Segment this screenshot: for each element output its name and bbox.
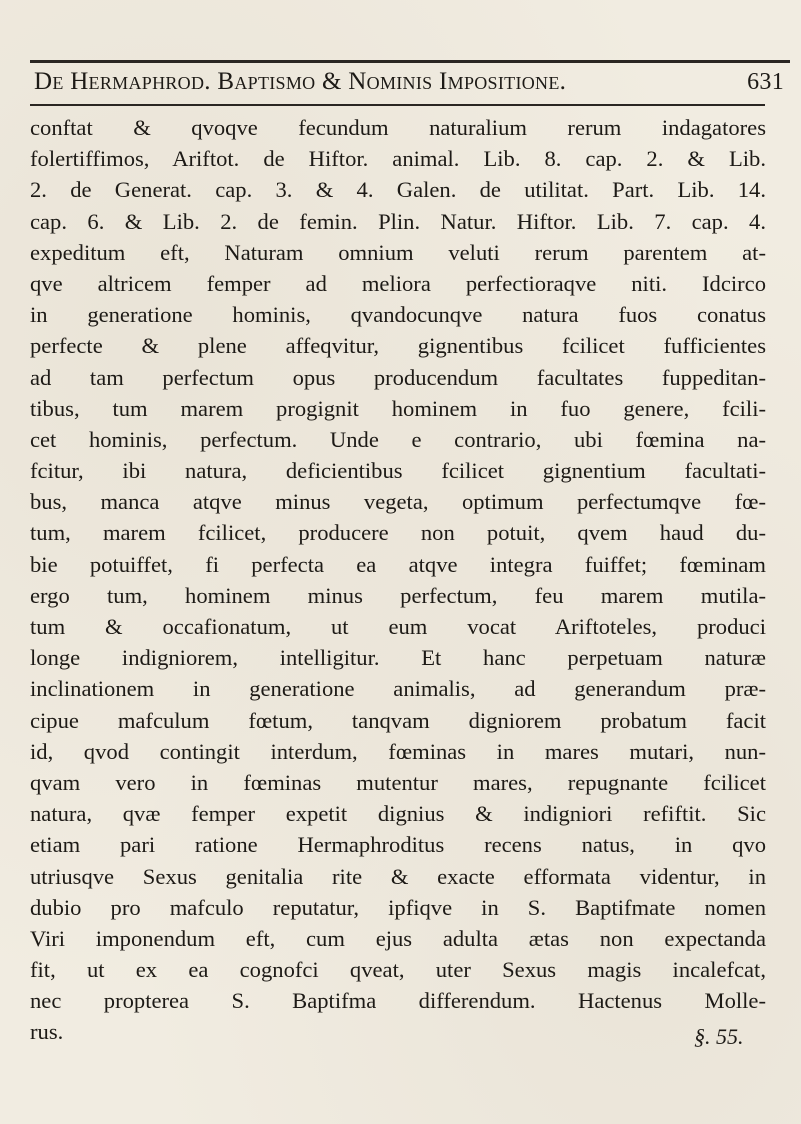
text-line: perfecte & plene affeqvitur, gignentibus fcilicet fufficientes [30, 333, 766, 359]
text-line: cet hominis, perfectum. Unde e contrario, ubi fœmina na- [30, 426, 766, 452]
text-line: Viri imponendum eft, cum ejus adulta ætas non expectanda [30, 925, 766, 951]
text-line: qve altricem femper ad meliora perfectioraqve niti. Idcirco [30, 270, 766, 296]
text-line: nec propterea S. Baptifma differendum. Hactenus Molle- [30, 988, 766, 1014]
text-line: cap. 6. & Lib. 2. de femin. Plin. Natur. Hiftor. Lib. 7. cap. 4. [30, 208, 766, 234]
text-line: 2. de Generat. cap. 3. & 4. Galen. de utilitat. Part. Lib. 14. [30, 177, 766, 203]
text-line: rus. [30, 1019, 64, 1045]
text-line: longe indigniorem, intelligitur. Et hanc perpetuam naturæ [30, 645, 766, 671]
text-line: fit, ut ex ea cognofci qveat, uter Sexus magis incalefcat, [30, 957, 766, 983]
text-line: in generatione hominis, qvandocunqve natura fuos conatus [30, 302, 766, 328]
text-line: conftat & qvoqve fecundum naturalium rerum indagatores [30, 115, 766, 140]
text-line: bie potuiffet, fi perfecta ea atqve integra fuiffet; fœminam [30, 551, 766, 577]
text-line: tum & occafionatum, ut eum vocat Ariftoteles, produci [30, 614, 766, 639]
running-head [34, 68, 784, 102]
body-text [30, 112, 766, 1048]
text-line: natura, qvæ femper expetit dignius & indigniori refiftit. Sic [30, 801, 766, 827]
text-line: ergo tum, hominem minus perfectum, feu marem mutila- [30, 582, 766, 608]
text-line: folertiffimos, Ariftot. de Hiftor. animal. Lib. 8. cap. 2. & Lib. [30, 146, 766, 172]
text-line: ad tam perfectum opus producendum facultates fuppeditan- [30, 364, 766, 390]
running-title: De Hermaphrod. Baptismo & Nominis Impositione. [34, 68, 567, 95]
header-rule [30, 104, 765, 106]
text-line: utriusqve Sexus genitalia rite & exacte efformata videntur, in [30, 863, 766, 889]
text-line: etiam pari ratione Hermaphroditus recens natus, in qvo [30, 832, 766, 858]
page-number: 631 [747, 69, 784, 95]
top-rule [30, 60, 790, 63]
text-line: dubio pro mafculo reputatur, ipfiqve in S. Baptifmate nomen [30, 894, 766, 920]
text-line: inclinationem in generatione animalis, ad generandum præ- [30, 676, 766, 702]
text-line: cipue mafculum fœtum, tanqvam digniorem probatum facit [30, 707, 766, 733]
text-line: tibus, tum marem progignit hominem in fuo genere, fcili- [30, 395, 766, 421]
text-line: expeditum eft, Naturam omnium veluti rerum parentem at- [30, 239, 766, 265]
text-line: qvam vero in fœminas mutentur mares, repugnante fcilicet [30, 769, 766, 795]
text-line: tum, marem fcilicet, producere non potuit, qvem haud du- [30, 520, 766, 546]
text-line: bus, manca atqve minus vegeta, optimum perfectumqve fœ- [30, 489, 766, 515]
text-line: fcitur, ibi natura, deficientibus fcilicet gignentium facultati- [30, 458, 766, 484]
catchword: §. 55. [694, 1024, 744, 1049]
text-line: id, qvod contingit interdum, fœminas in mares mutari, nun- [30, 738, 766, 764]
